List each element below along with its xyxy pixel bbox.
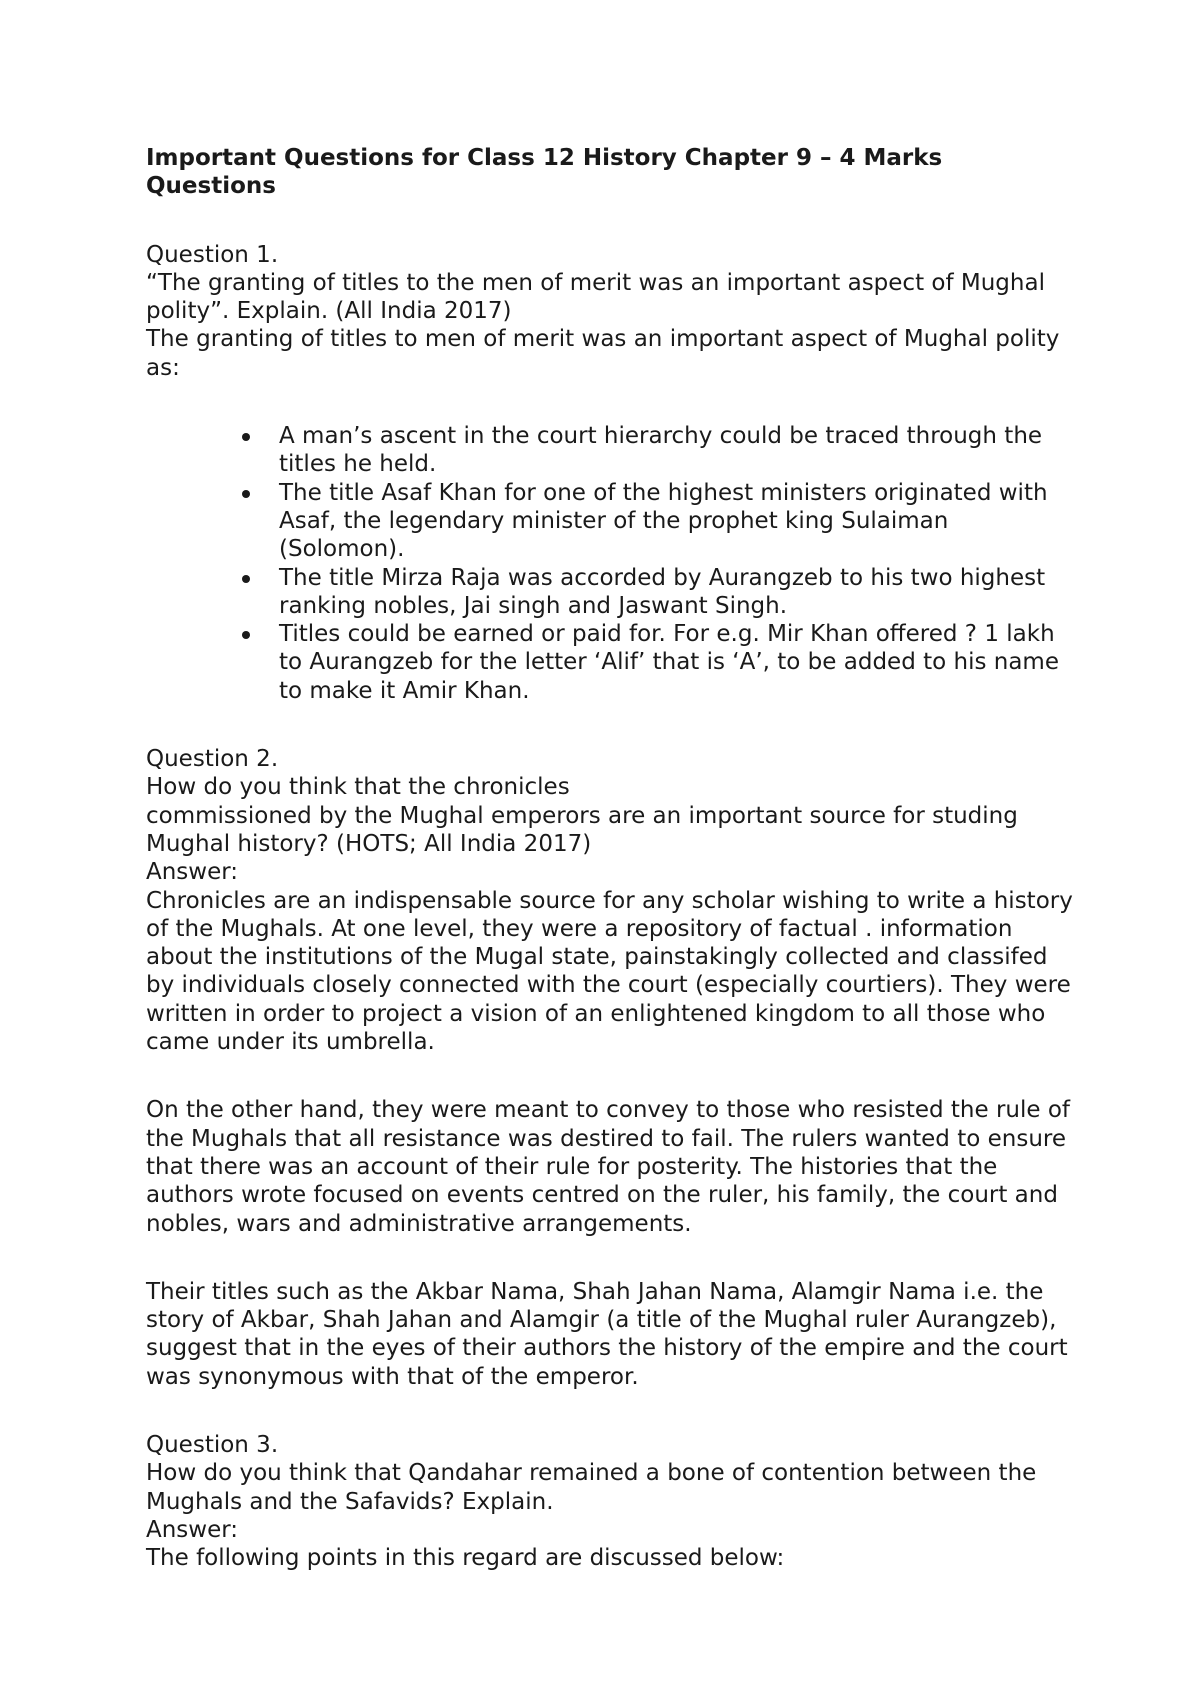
question-3-text: How do you think that Qandahar remained a bone of contention between the Mughals and the Safavids? Explain.	[146, 1460, 1037, 1515]
list-item-text: A man’s ascent in the court hierarchy could be traced through the titles he held.	[279, 423, 1043, 478]
question-2-answer-paragraph-3: Their titles such as the Akbar Nama, Shah Jahan Nama, Alamgir Nama i.e. the story of Akbar, Shah Jahan and Alamgir (a title of the Mughal ruler Aurangzeb), suggest that in the eyes of their authors the history of the empire and the court was synonymous with that of the emperor.	[146, 1278, 1068, 1390]
question-1-text: “The granting of titles to the men of merit was an important aspect of Mughal polity”. Explain. (All India 2017)	[146, 269, 1045, 325]
list-item	[279, 564, 1076, 621]
bullet-icon	[242, 490, 250, 498]
page-title: Important Questions for Class 12 History Chapter 9 – 4 Marks Questions	[146, 145, 943, 200]
list-item	[279, 620, 1076, 705]
question-2-text-line-2: commissioned by the Mughal emperors are an important source for studing Mughal history? (HOTS; All India 2017)	[146, 802, 1018, 857]
question-1-intro: The granting of titles to men of merit was an important aspect of Mughal polity as:	[146, 326, 1060, 381]
question-1-bullet-list	[146, 422, 1076, 705]
question-3-label: Question 3.	[146, 1431, 279, 1458]
question-2-answer-paragraph-1: Chronicles are an indispensable source for any scholar wishing to write a history of the Mughals. At one level, they were a repository of factual . information about the institutions of the Mugal state, painstakingly collected and classifed by individuals closely connected with the court (especially courtiers). They were written in order to project a vision of an enlightened kingdom to all those who came under its umbrella.	[146, 887, 1073, 1056]
bullet-icon	[242, 575, 250, 583]
bullet-icon	[242, 433, 250, 441]
document-body	[146, 144, 1076, 1572]
list-item-text: Titles could be earned or paid for. For e.g. Mir Khan offered ? 1 lakh to Aurangzeb for the letter ‘Alif’ that is ‘A’, to be added to his name to make it Amir Khan.	[279, 621, 1059, 704]
question-3-answer-intro: The following points in this regard are discussed below:	[146, 1545, 785, 1572]
question-2-answer-paragraph-2: On the other hand, they were meant to convey to those who resisted the rule of the Mughals that all resistance was destired to fail. The rulers wanted to ensure that there was an account of their rule for posterity. The histories that the authors wrote focused on events centred on the ruler, his family, the court and nobles, wars and administrative arrangements.	[146, 1097, 1071, 1237]
question-3-answer-label: Answer:	[146, 1516, 239, 1543]
question-2-text-line-1: How do you think that the chronicles	[146, 774, 570, 801]
list-item	[279, 479, 1076, 564]
list-item-text: The title Asaf Khan for one of the highest ministers originated with Asaf, the legendary minister of the prophet king Sulaiman (Solomon).	[279, 479, 1048, 563]
bullet-icon	[242, 631, 250, 639]
question-2-label: Question 2.	[146, 746, 279, 773]
question-1-label: Question 1.	[146, 241, 279, 268]
list-item-text: The title Mirza Raja was accorded by Aurangzeb to his two highest ranking nobles, Jai singh and Jaswant Singh.	[279, 564, 1046, 619]
question-2-answer-label: Answer:	[146, 859, 239, 886]
list-item	[279, 422, 1076, 479]
